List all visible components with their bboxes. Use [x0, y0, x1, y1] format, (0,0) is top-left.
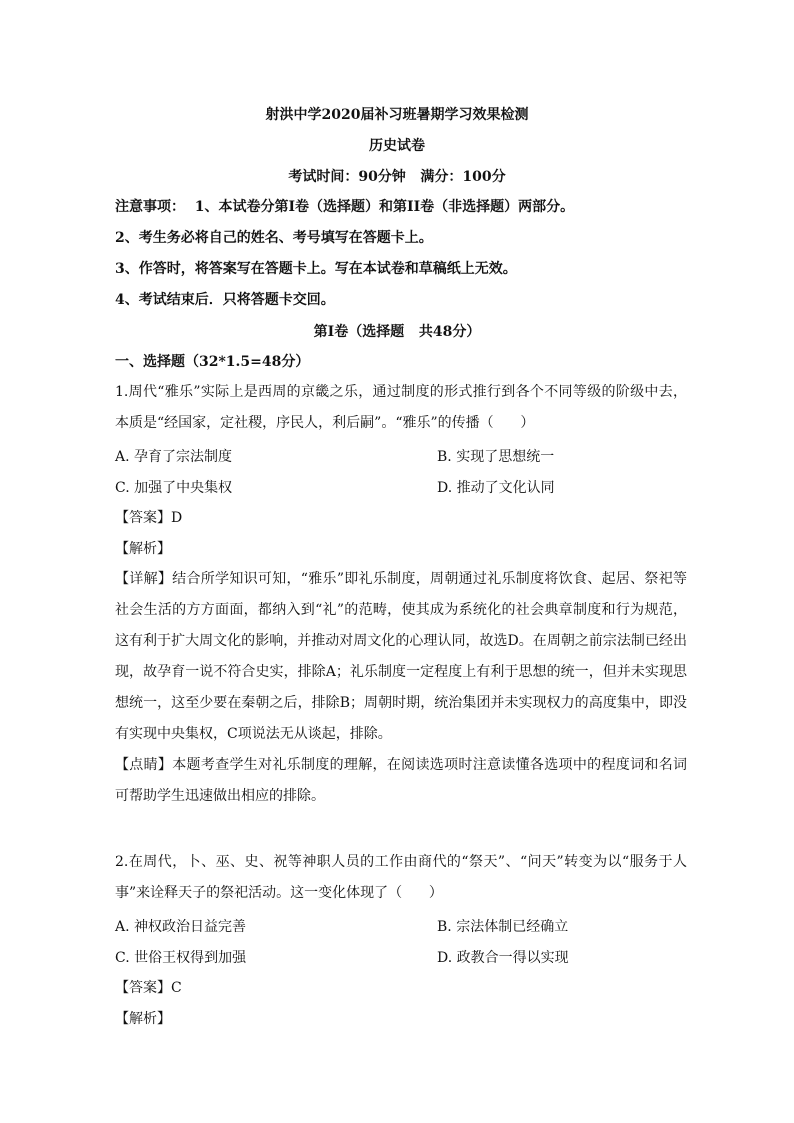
q2-option-b: B. 宗法体制已经确立 [437, 919, 569, 935]
q2-option-a: A. 神权政治日益完善 [115, 919, 247, 935]
q1-option-b: B. 实现了思想统一 [437, 449, 555, 465]
q2-stem: 2.在周代，卜、巫、史、祝等神职人员的工作由商代的“祭天”、“问天”转变为以“服务于人事”来诠释天子的祭祀活动。这一变化体现了（ ） [115, 854, 687, 901]
part1-title: 第Ⅰ卷（选择题 共48分） [313, 324, 481, 340]
exam-time-score: 考试时间：90分钟 满分：100分 [288, 169, 506, 185]
subject-title: 历史试卷 [369, 138, 425, 154]
q1-comment: 【点睛】本题考查学生对礼乐制度的理解，在阅读选项时注意读懂各选项中的程度词和名词可帮助学生迅速做出相应的排除。 [115, 757, 687, 804]
note-3: 3、作答时，将答案写在答题卡上。写在本试卷和草稿纸上无效。 [115, 261, 517, 277]
q2-analysis-label: 【解析】 [115, 1011, 171, 1027]
q1-stem: 1.周代“雅乐”实际上是西周的京畿之乐，通过制度的形式推行到各个不同等级的阶级中去，本质是“经国家，定社稷，序民人，利后嗣”。“雅乐”的传播（ ） [115, 384, 687, 431]
q2-option-d: D. 政教合一得以实现 [437, 950, 569, 966]
q1-detail: 【详解】结合所学知识可知，“雅乐”即礼乐制度，周朝通过礼乐制度将饮食、起居、祭祀等社会生活的方方面面，都纳入到“礼”的范畴，使其成为系统化的社会典章制度和行为规范，这有利于扩大周文化的影响，并推动对周文化的心理认同，故选D。在周朝之前宗法制已经出现，故孕育一说不符合史实，排除A；礼乐制度一定程度上有利于思想的统一，但并未实现思想统一，这至少要在秦朝之后，排除B；周朝时期，统治集团并未实现权力的高度集中，即没有实现中央集权，C项说法无从谈起，排除。 [115, 571, 687, 742]
q1-option-d: D. 推动了文化认同 [437, 480, 555, 496]
note-4: 4、考试结束后．只将答题卡交回。 [115, 292, 335, 308]
q1-option-a: A. 孕育了宗法制度 [115, 449, 233, 465]
note-2: 2、考生务必将自己的姓名、考号填写在答题卡上。 [115, 230, 433, 246]
q2-option-c: C. 世俗王权得到加强 [115, 950, 247, 966]
q1-analysis-label: 【解析】 [115, 541, 171, 557]
q2-answer: 【答案】C [115, 980, 182, 996]
q1-answer: 【答案】D [115, 510, 183, 526]
q1-option-c: C. 加强了中央集权 [115, 480, 233, 496]
section-title: 一、选择题（32*1.5=48分） [115, 354, 310, 370]
note-1: 注意事项： 1、本试卷分第I卷（选择题）和第II卷（非选择题）两部分。 [115, 199, 575, 215]
exam-title: 射洪中学2020届补习班暑期学习效果检测 [265, 107, 529, 123]
